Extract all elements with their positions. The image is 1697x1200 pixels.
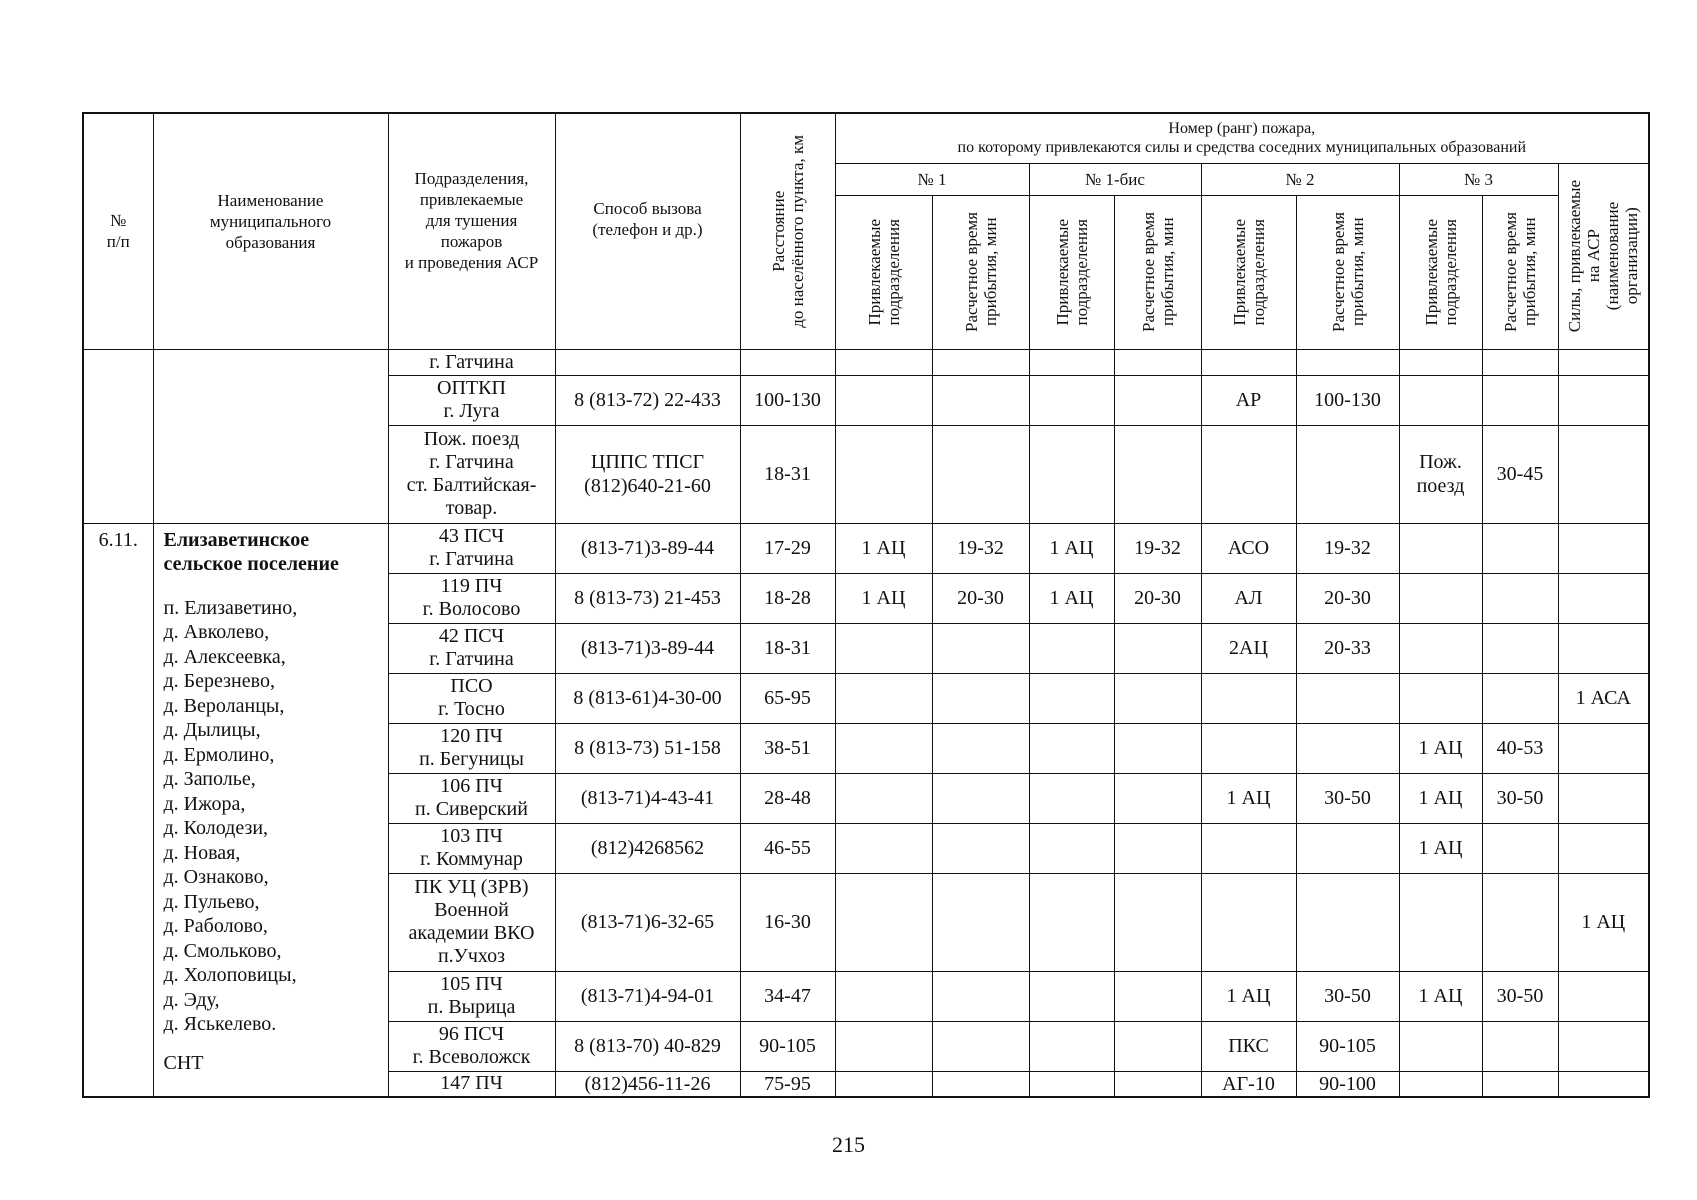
cell-r2t: 90-100 (1296, 1071, 1399, 1097)
fire-forces-table (82, 112, 1650, 1098)
village-item: д. Авколево, (163, 621, 270, 643)
cell-r1bu (1029, 773, 1114, 823)
cell-r1u (835, 723, 932, 773)
village-item: д. Смольково, (163, 939, 282, 962)
cell-r3t (1482, 873, 1558, 971)
cell-asr: 1 АЦ (1558, 873, 1649, 971)
cell-dist: 28-48 (740, 773, 835, 823)
cell-call: (813-71)3-89-44 (555, 523, 740, 573)
header-r1bis-units: Привлекаемые подразделения (1029, 195, 1114, 349)
cell-asr (1558, 375, 1649, 425)
cell-r3u (1399, 873, 1482, 971)
cell-r1t (932, 673, 1029, 723)
cell-r1bu (1029, 673, 1114, 723)
cell-call: (813-71)3-89-44 (555, 623, 740, 673)
cell-r3u (1399, 349, 1482, 375)
cell-asr (1558, 623, 1649, 673)
cell-r2u: АЛ (1201, 573, 1296, 623)
village-item: д. Раболово, (163, 915, 268, 937)
cell-r2t: 30-50 (1296, 971, 1399, 1021)
section-number: 6.11. (83, 523, 153, 1097)
cell-asr (1558, 573, 1649, 623)
cell-r1t (932, 773, 1029, 823)
cell-r2u (1201, 873, 1296, 971)
village-item: д. Эду, (163, 988, 220, 1011)
cell-r2t: 19-32 (1296, 523, 1399, 573)
cell-r3u: 1 АЦ (1399, 773, 1482, 823)
village-item: д. Яськелево. (163, 1013, 277, 1035)
cell-r2u: 1 АЦ (1201, 971, 1296, 1021)
cell-dist: 18-28 (740, 573, 835, 623)
cell-dist: 90-105 (740, 1021, 835, 1071)
table-row (83, 349, 1649, 375)
cell-unit: ПСО г. Тосно (388, 673, 555, 723)
cell-unit: 43 ПСЧ г. Гатчина (388, 523, 555, 573)
cell-r1t (932, 425, 1029, 523)
cell-r1u (835, 1071, 932, 1097)
cell-r1t (932, 873, 1029, 971)
cell-r1bt (1114, 673, 1201, 723)
cell-r1bu (1029, 1021, 1114, 1071)
cell-r3u (1399, 1021, 1482, 1071)
cell-unit: Пож. поезд г. Гатчина ст. Балтийская- товар. (388, 425, 555, 523)
cell-r2t (1296, 673, 1399, 723)
cell-unit: ОПТКП г. Луга (388, 375, 555, 425)
cell-r1bt (1114, 971, 1201, 1021)
header-call-method: Способ вызова (телефон и др.) (555, 113, 740, 349)
cell-r3t (1482, 523, 1558, 573)
cell-r1bt (1114, 823, 1201, 873)
cell-r1bu: 1 АЦ (1029, 573, 1114, 623)
village-item: д. Холоповицы, (163, 964, 297, 986)
village-item: д. Березнево, (163, 670, 275, 692)
cell-unit: ПК УЦ (ЗРВ) Военной академии ВКО п.Учхоз (388, 873, 555, 971)
header-r2-units: Привлекаемые подразделения (1201, 195, 1296, 349)
cell-r3u (1399, 523, 1482, 573)
cell-asr (1558, 1071, 1649, 1097)
snt-label: СНТ (163, 1051, 204, 1074)
cell-asr (1558, 971, 1649, 1021)
cell-r3u: 1 АЦ (1399, 723, 1482, 773)
cell-unit: г. Гатчина (388, 349, 555, 375)
cell-r3u (1399, 573, 1482, 623)
cell-r1bu (1029, 723, 1114, 773)
cell-r1u (835, 773, 932, 823)
village-item: д. Заполье, (163, 768, 256, 790)
cell-asr (1558, 723, 1649, 773)
cell-call: 8 (813-73) 51-158 (555, 723, 740, 773)
cell-r1bu (1029, 349, 1114, 375)
cell-r1t (932, 1021, 1029, 1071)
cell-asr: 1 АСА (1558, 673, 1649, 723)
cell-r3t (1482, 349, 1558, 375)
cell-num-empty (83, 349, 153, 523)
cell-r3t (1482, 623, 1558, 673)
cell-r1bu (1029, 873, 1114, 971)
cell-r3t (1482, 823, 1558, 873)
cell-r2t: 20-33 (1296, 623, 1399, 673)
cell-unit: 105 ПЧ п. Вырица (388, 971, 555, 1021)
cell-r1t (932, 971, 1029, 1021)
cell-r1bt (1114, 375, 1201, 425)
cell-r1t (932, 375, 1029, 425)
cell-r3t: 30-45 (1482, 425, 1558, 523)
cell-r3t: 40-53 (1482, 723, 1558, 773)
cell-r1u: 1 АЦ (835, 573, 932, 623)
cell-r2u (1201, 673, 1296, 723)
cell-call: 8 (813-70) 40-829 (555, 1021, 740, 1071)
cell-r3t (1482, 375, 1558, 425)
cell-dist: 46-55 (740, 823, 835, 873)
cell-r1bt (1114, 425, 1201, 523)
cell-unit: 147 ПЧ (388, 1071, 555, 1097)
cell-r1u (835, 1021, 932, 1071)
cell-r2t: 90-105 (1296, 1021, 1399, 1071)
cell-dist: 17-29 (740, 523, 835, 573)
table-body (83, 349, 1649, 1097)
cell-r1bu (1029, 375, 1114, 425)
cell-dist: 16-30 (740, 873, 835, 971)
cell-call: (813-71)6-32-65 (555, 873, 740, 971)
cell-r2t: 20-30 (1296, 573, 1399, 623)
village-item: д. Ознаково, (163, 866, 269, 888)
cell-r3t (1482, 573, 1558, 623)
cell-unit: 106 ПЧ п. Сиверский (388, 773, 555, 823)
cell-r2t: 100-130 (1296, 375, 1399, 425)
cell-asr (1558, 349, 1649, 375)
village-list (164, 596, 382, 1037)
cell-r3t: 30-50 (1482, 773, 1558, 823)
cell-dist: 34-47 (740, 971, 835, 1021)
cell-call: ЦППС ТПСГ (812)640-21-60 (555, 425, 740, 523)
cell-unit: 96 ПСЧ г. Всеволожск (388, 1021, 555, 1071)
village-item: д. Ермолино, (163, 743, 275, 766)
header-rank-1bis: № 1-бис (1029, 163, 1201, 195)
cell-r1t: 19-32 (932, 523, 1029, 573)
cell-r1bu (1029, 623, 1114, 673)
cell-r1bt (1114, 873, 1201, 971)
cell-r1bt (1114, 773, 1201, 823)
header-rank-title: Номер (ранг) пожара, по которому привлекаются силы и средства соседних муниципальных образований (835, 113, 1649, 163)
header-r3-time: Расчетное время прибытия, мин (1482, 195, 1558, 349)
header-distance-label: Расстояние до населённого пункта, км (768, 134, 807, 328)
cell-r1bu (1029, 1071, 1114, 1097)
cell-r2u: АР (1201, 375, 1296, 425)
village-item: д. Вероланцы, (163, 694, 285, 717)
header-municipality: Наименование муниципального образования (153, 113, 388, 349)
village-item: д. Дылицы, (163, 719, 261, 741)
cell-r2t: 30-50 (1296, 773, 1399, 823)
cell-dist: 75-95 (740, 1071, 835, 1097)
cell-r1u (835, 823, 932, 873)
cell-asr (1558, 773, 1649, 823)
cell-r3u: Пож. поезд (1399, 425, 1482, 523)
village-item: д. Пульево, (163, 890, 260, 913)
cell-r3t (1482, 1071, 1558, 1097)
cell-r1u (835, 873, 932, 971)
header-rank-3: № 3 (1399, 163, 1558, 195)
page-number: 215 (832, 1132, 865, 1157)
cell-r3u: 1 АЦ (1399, 971, 1482, 1021)
cell-r1t (932, 823, 1029, 873)
cell-r1bt (1114, 623, 1201, 673)
cell-r1bt (1114, 349, 1201, 375)
cell-r1t: 20-30 (932, 573, 1029, 623)
cell-r1u: 1 АЦ (835, 523, 932, 573)
cell-r1u (835, 375, 932, 425)
cell-r2u (1201, 425, 1296, 523)
cell-r2t (1296, 425, 1399, 523)
cell-r1bt (1114, 723, 1201, 773)
cell-r3t: 30-50 (1482, 971, 1558, 1021)
municipality-name: Елизаветинское сельское поселение (163, 528, 339, 575)
cell-r1u (835, 673, 932, 723)
village-item: д. Ижора, (163, 792, 246, 815)
cell-r3u (1399, 1071, 1482, 1097)
cell-asr (1558, 523, 1649, 573)
cell-r1bt: 19-32 (1114, 523, 1201, 573)
cell-dist: 100-130 (740, 375, 835, 425)
header-r3-units: Привлекаемые подразделения (1399, 195, 1482, 349)
cell-r3t (1482, 1021, 1558, 1071)
cell-r3u (1399, 375, 1482, 425)
header-r1-units: Привлекаемые подразделения (835, 195, 932, 349)
cell-call (555, 349, 740, 375)
cell-dist: 38-51 (740, 723, 835, 773)
cell-r2u: АСО (1201, 523, 1296, 573)
header-r2-time: Расчетное время прибытия, мин (1296, 195, 1399, 349)
village-item: п. Елизаветино, (163, 596, 298, 619)
cell-r1bt: 20-30 (1114, 573, 1201, 623)
cell-dist: 65-95 (740, 673, 835, 723)
header-asr (1558, 163, 1649, 349)
table-row (83, 523, 1649, 573)
cell-asr (1558, 823, 1649, 873)
cell-r1bt (1114, 1071, 1201, 1097)
cell-r3t (1482, 673, 1558, 723)
cell-r1u (835, 349, 932, 375)
cell-call: (813-71)4-94-01 (555, 971, 740, 1021)
cell-asr (1558, 1021, 1649, 1071)
cell-call: 8 (813-72) 22-433 (555, 375, 740, 425)
cell-r2t (1296, 873, 1399, 971)
section-municipality (153, 523, 388, 1097)
cell-r2u: ПКС (1201, 1021, 1296, 1071)
cell-r1t (932, 1071, 1029, 1097)
cell-r1bu (1029, 823, 1114, 873)
cell-dist: 18-31 (740, 623, 835, 673)
cell-unit: 103 ПЧ г. Коммунар (388, 823, 555, 873)
cell-call: (812)456-11-26 (555, 1071, 740, 1097)
cell-r1t (932, 623, 1029, 673)
cell-r1u (835, 971, 932, 1021)
cell-r3u (1399, 623, 1482, 673)
cell-r3u (1399, 673, 1482, 723)
cell-r1bu (1029, 971, 1114, 1021)
cell-call: (813-71)4-43-41 (555, 773, 740, 823)
cell-r1bu (1029, 425, 1114, 523)
header-distance (740, 113, 835, 349)
cell-r1t (932, 349, 1029, 375)
cell-r3u: 1 АЦ (1399, 823, 1482, 873)
cell-r2u (1201, 823, 1296, 873)
cell-r1bt (1114, 1021, 1201, 1071)
cell-r2t (1296, 823, 1399, 873)
header-num: № п/п (83, 113, 153, 349)
cell-r2u (1201, 723, 1296, 773)
cell-dist (740, 349, 835, 375)
cell-r2u (1201, 349, 1296, 375)
cell-call: 8 (813-73) 21-453 (555, 573, 740, 623)
header-r1bis-time: Расчетное время прибытия, мин (1114, 195, 1201, 349)
header-asr-label: Силы, привлекаемые на АСР (наименование организации) (1565, 179, 1642, 333)
cell-r2t (1296, 723, 1399, 773)
village-item: д. Колодези, (163, 817, 269, 839)
cell-unit: 42 ПСЧ г. Гатчина (388, 623, 555, 673)
cell-call: 8 (813-61)4-30-00 (555, 673, 740, 723)
cell-r1t (932, 723, 1029, 773)
cell-unit: 120 ПЧ п. Бегуницы (388, 723, 555, 773)
header-r1-time: Расчетное время прибытия, мин (932, 195, 1029, 349)
cell-municipality-empty (153, 349, 388, 523)
village-item: д. Алексеевка, (163, 645, 286, 668)
cell-r2t (1296, 349, 1399, 375)
cell-r2u: АГ-10 (1201, 1071, 1296, 1097)
header-units: Подразделения, привлекаемые для тушения пожаров и проведения АСР (388, 113, 555, 349)
cell-r1u (835, 623, 932, 673)
cell-r2u: 2АЦ (1201, 623, 1296, 673)
village-item: д. Новая, (163, 841, 241, 864)
header-rank-1: № 1 (835, 163, 1029, 195)
cell-call: (812)4268562 (555, 823, 740, 873)
cell-r1bu: 1 АЦ (1029, 523, 1114, 573)
cell-r2u: 1 АЦ (1201, 773, 1296, 823)
header-rank-2: № 2 (1201, 163, 1399, 195)
cell-asr (1558, 425, 1649, 523)
cell-unit: 119 ПЧ г. Волосово (388, 573, 555, 623)
cell-dist: 18-31 (740, 425, 835, 523)
cell-r1u (835, 425, 932, 523)
